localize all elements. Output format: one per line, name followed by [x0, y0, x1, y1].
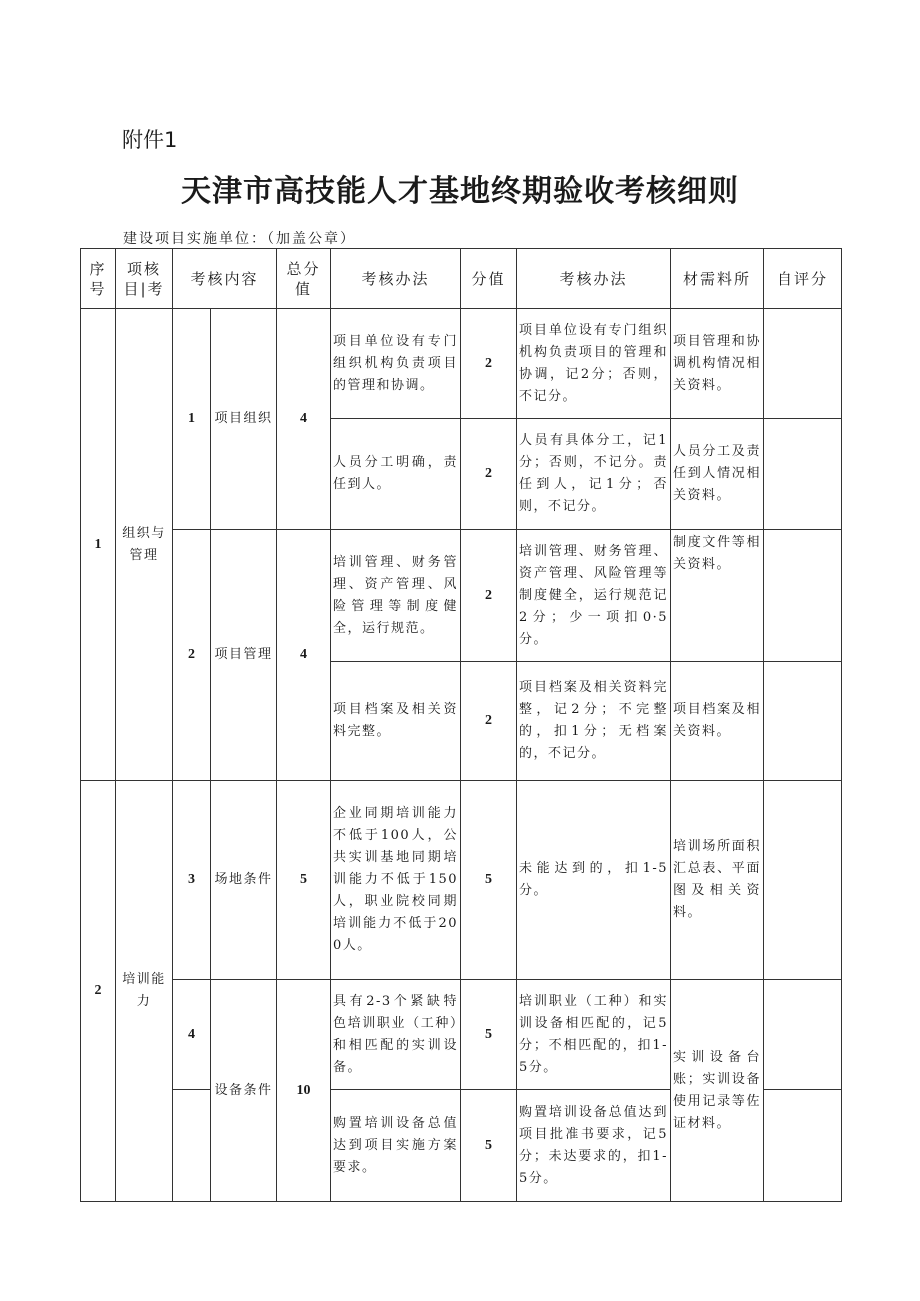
table-row — [81, 980, 842, 1090]
self-score-cell[interactable] — [764, 309, 842, 419]
header-self: 自评分 — [764, 249, 842, 309]
score-cell: 2 — [461, 530, 517, 662]
item-name: 场地条件 — [211, 781, 277, 980]
header-materials: 材需料所 — [671, 249, 764, 309]
method-cell: 购置培训设备总值达到项目批准书要求，记5分；未达要求的，扣1-5分。 — [517, 1090, 671, 1202]
table-row — [81, 530, 842, 662]
method-cell: 人员有具体分工，记1分；否则，不记分。责任到人，记1分；否则，不记分。 — [517, 419, 671, 530]
self-score-cell[interactable] — [764, 1090, 842, 1202]
item-total: 5 — [277, 781, 331, 980]
item-name: 设备条件 — [211, 980, 277, 1202]
table-row — [81, 309, 842, 419]
item-name: 项目组织 — [211, 309, 277, 530]
assessment-table — [80, 248, 842, 1202]
material-cell: 人员分工及责任到人情况相关资料。 — [671, 419, 764, 530]
group-name: 组织与管理 — [116, 309, 173, 781]
header-method1: 考核办法 — [331, 249, 461, 309]
item-total: 4 — [277, 530, 331, 781]
method-cell: 培训管理、财务管理、资产管理、风险管理等制度健全，运行规范记2分；少一项扣0·5分。 — [517, 530, 671, 662]
header-total: 总分值 — [277, 249, 331, 309]
method-cell: 项目档案及相关资料完整，记2分；不完整的，扣1分；无档案的，不记分。 — [517, 662, 671, 781]
header-method2: 考核办法 — [517, 249, 671, 309]
group-seq: 1 — [81, 309, 116, 781]
requirement-cell: 具有2-3个紧缺特色培训职业（工种）和相匹配的实训设备。 — [331, 980, 461, 1090]
self-score-cell[interactable] — [764, 419, 842, 530]
score-cell: 2 — [461, 419, 517, 530]
requirement-cell: 项目档案及相关资料完整。 — [331, 662, 461, 781]
item-no: 4 — [173, 980, 211, 1090]
item-no-empty — [173, 1090, 211, 1202]
self-score-cell[interactable] — [764, 662, 842, 781]
document-title: 天津市高技能人才基地终期验收考核细则 — [181, 174, 739, 209]
material-cell: 实训设备台账；实训设备使用记录等佐证材料。 — [671, 980, 764, 1202]
group-name: 培训能力 — [116, 781, 173, 1202]
attachment-label: 附件1 — [122, 128, 178, 152]
material-cell: 制度文件等相关资料。 — [671, 530, 764, 662]
score-cell: 5 — [461, 980, 517, 1090]
item-no: 2 — [173, 530, 211, 781]
item-name: 项目管理 — [211, 530, 277, 781]
method-cell: 未能达到的，扣1-5分。 — [517, 781, 671, 980]
score-cell: 2 — [461, 662, 517, 781]
item-total: 10 — [277, 980, 331, 1202]
table-row — [81, 781, 842, 980]
header-item: 项核目|考 — [116, 249, 173, 309]
method-cell: 培训职业（工种）和实训设备相匹配的，记5分；不相匹配的，扣1-5分。 — [517, 980, 671, 1090]
requirement-cell: 企业同期培训能力不低于100人，公共实训基地同期培训能力不低于150人，职业院校同期培训能力不低于200人。 — [331, 781, 461, 980]
score-cell: 5 — [461, 1090, 517, 1202]
header-score: 分值 — [461, 249, 517, 309]
method-cell: 项目单位设有专门组织机构负责项目的管理和协调，记2分；否则，不记分。 — [517, 309, 671, 419]
header-seq: 序号 — [81, 249, 116, 309]
material-cell: 培训场所面积汇总表、平面图及相关资料。 — [671, 781, 764, 980]
header-content: 考核内容 — [173, 249, 277, 309]
self-score-cell[interactable] — [764, 980, 842, 1090]
item-no: 3 — [173, 781, 211, 980]
unit-line: 建设项目实施单位：（加盖公章） — [123, 231, 356, 247]
item-no: 1 — [173, 309, 211, 530]
header-row — [81, 249, 842, 309]
group-seq: 2 — [81, 781, 116, 1202]
requirement-cell: 购置培训设备总值达到项目实施方案要求。 — [331, 1090, 461, 1202]
requirement-cell: 人员分工明确，责任到人。 — [331, 419, 461, 530]
requirement-cell: 项目单位设有专门组织机构负责项目的管理和协调。 — [331, 309, 461, 419]
score-cell: 2 — [461, 309, 517, 419]
self-score-cell[interactable] — [764, 530, 842, 662]
requirement-cell: 培训管理、财务管理、资产管理、风险管理等制度健全，运行规范。 — [331, 530, 461, 662]
self-score-cell[interactable] — [764, 781, 842, 980]
material-cell: 项目档案及相关资料。 — [671, 662, 764, 781]
score-cell: 5 — [461, 781, 517, 980]
material-cell: 项目管理和协调机构情况相关资料。 — [671, 309, 764, 419]
item-total: 4 — [277, 309, 331, 530]
